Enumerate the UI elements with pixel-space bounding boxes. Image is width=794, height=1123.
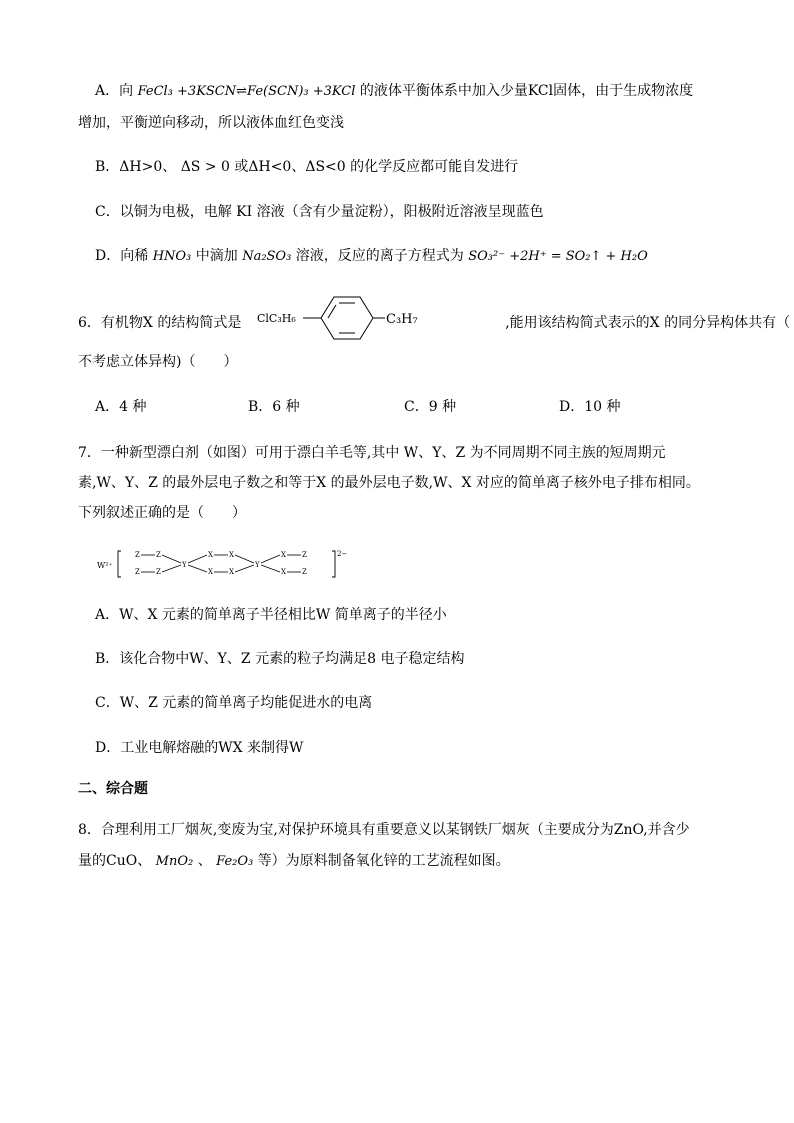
q5-a-suffix: 的液体平衡体系中加入少量KCl固体，由于生成物浓度 [359,83,694,99]
q5-option-b: B．ΔH>0、 ΔS > 0 或ΔH<0、ΔS<0 的化学反应都可能自发进行 [95,159,519,175]
q7-x4: X [229,568,234,576]
q8-stem-line2 [78,851,510,872]
q7-option-c: C．W、Z 元素的简单离子均能促进水的电离 [95,695,373,711]
q5-a-prefix: A．向 [95,83,134,99]
q8-separator: 、 [197,853,212,869]
q7-option-a: A．W、X 元素的简单离子半径相比W 简单离子的半径小 [95,607,447,623]
q7-anion-charge: 2− [337,550,348,558]
q7-stem-line1: 7．一种新型漂白剂（如图）可用于漂白羊毛等,其中 W、Y、Z 为不同周期不同主族的短周期元 [78,445,666,461]
q6-option-d: D．10 种 [559,399,621,415]
q7-stem-line3: 下列叙述正确的是（ ） [78,505,246,521]
q7-left-bracket [118,551,121,577]
q5-d-salt: Na₂SO₃ [242,249,292,264]
q7-z1: Z [135,551,140,559]
q7-bond-x-y2-bottom [235,565,254,572]
q6-left-group: ClC₃H₆ [257,312,296,325]
q7-bond-y2-x-top [261,555,280,563]
q6-ring-double-bond-left [328,305,336,318]
q5-d-prefix: D．向稀 [95,248,149,264]
q7-z3: Z [135,568,140,576]
q8-stem-line1: 8．合理利用工厂烟灰,变废为宝,对保护环境具有重要意义以某钢铁厂烟灰（主要成分为ZnO,并含少 [78,822,690,838]
q5-d-mid: 中滴加 [195,248,238,264]
q6-prefix: 6．有机物X 的结构简式是 [78,315,242,331]
q8-line2-prefix: 量的CuO、 [78,853,152,869]
q7-option-d: D．工业电解熔融的WX 来制得W [95,740,304,756]
q7-z5: Z [302,551,307,559]
q7-bond-y2-x-bottom [261,565,280,572]
q6-option-c: C．9 种 [404,399,457,415]
q6-right-group: C₃H₇ [386,312,418,327]
q6-structure-diagram [255,292,425,344]
q8-mno2: MnO₂ [155,854,194,869]
q7-z6: Z [302,568,307,576]
q7-bond-y1-x-top [188,555,207,563]
q7-y1: Y [182,561,187,569]
q7-bond-y1-x-bottom [188,565,207,572]
q7-y2: Y [255,561,260,569]
q5-option-c: C．以铜为电极，电解 KI 溶液（含有少量淀粉），阳极附近溶液呈现蓝色 [95,204,544,220]
q6-suffix: ,能用该结构简式表示的X 的同分异构体共有（ [505,315,791,331]
q6-options [95,397,621,417]
q7-x1: X [208,551,213,559]
q7-structure-diagram [95,546,365,582]
q7-bond-x-y2-top [235,555,254,563]
q7-x2: X [229,551,234,559]
q5-option-a-line2: 增加，平衡逆向移动，所以液体血红色变浅 [78,115,344,131]
q8-fe2o3: Fe₂O₃ [216,854,254,869]
q8-line2-suffix: 等）为原料制备氧化锌的工艺流程如图。 [257,853,510,869]
q7-bond-z-y1-top [162,555,181,563]
q5-option-d [95,246,648,267]
q7-bond-z-y1-bottom [162,565,181,572]
q6-option-b: B．6 种 [248,399,300,415]
q6-stem-line2: 不考虑立体异构)（ ） [78,354,238,370]
q7-z2: Z [156,551,161,559]
q7-z4: Z [156,568,161,576]
q7-stem-line2: 素,W、Y、Z 的最外层电子数之和等于X 的最外层电子数,W、X 对应的简单离子核外电子排布相同。 [78,475,700,491]
section-title: 二、综合题 [78,781,148,797]
q5-d-acid: HNO₃ [152,249,192,264]
q5-d-equation: SO₃²⁻ +2H⁺ = SO₂↑ + H₂O [468,249,648,264]
q7-x6: X [281,568,286,576]
q5-a-formula: FeCl₃ +3KSCN⇌Fe(SCN)₃ +3KCl [137,84,356,99]
q7-x5: X [281,551,286,559]
q5-d-mid2: 溶液，反应的离子方程式为 [295,248,464,264]
q5-option-a-line1 [95,81,693,102]
q6-stem-line1 [78,307,790,333]
q6-option-a: A．4 种 [95,399,147,415]
q7-option-b: B．该化合物中W、Y、Z 元素的粒子均满足8 电子稳定结构 [95,651,465,667]
q7-right-bracket [332,551,335,577]
q7-x3: X [208,568,213,576]
q7-cation: W²⁺ [97,561,113,570]
